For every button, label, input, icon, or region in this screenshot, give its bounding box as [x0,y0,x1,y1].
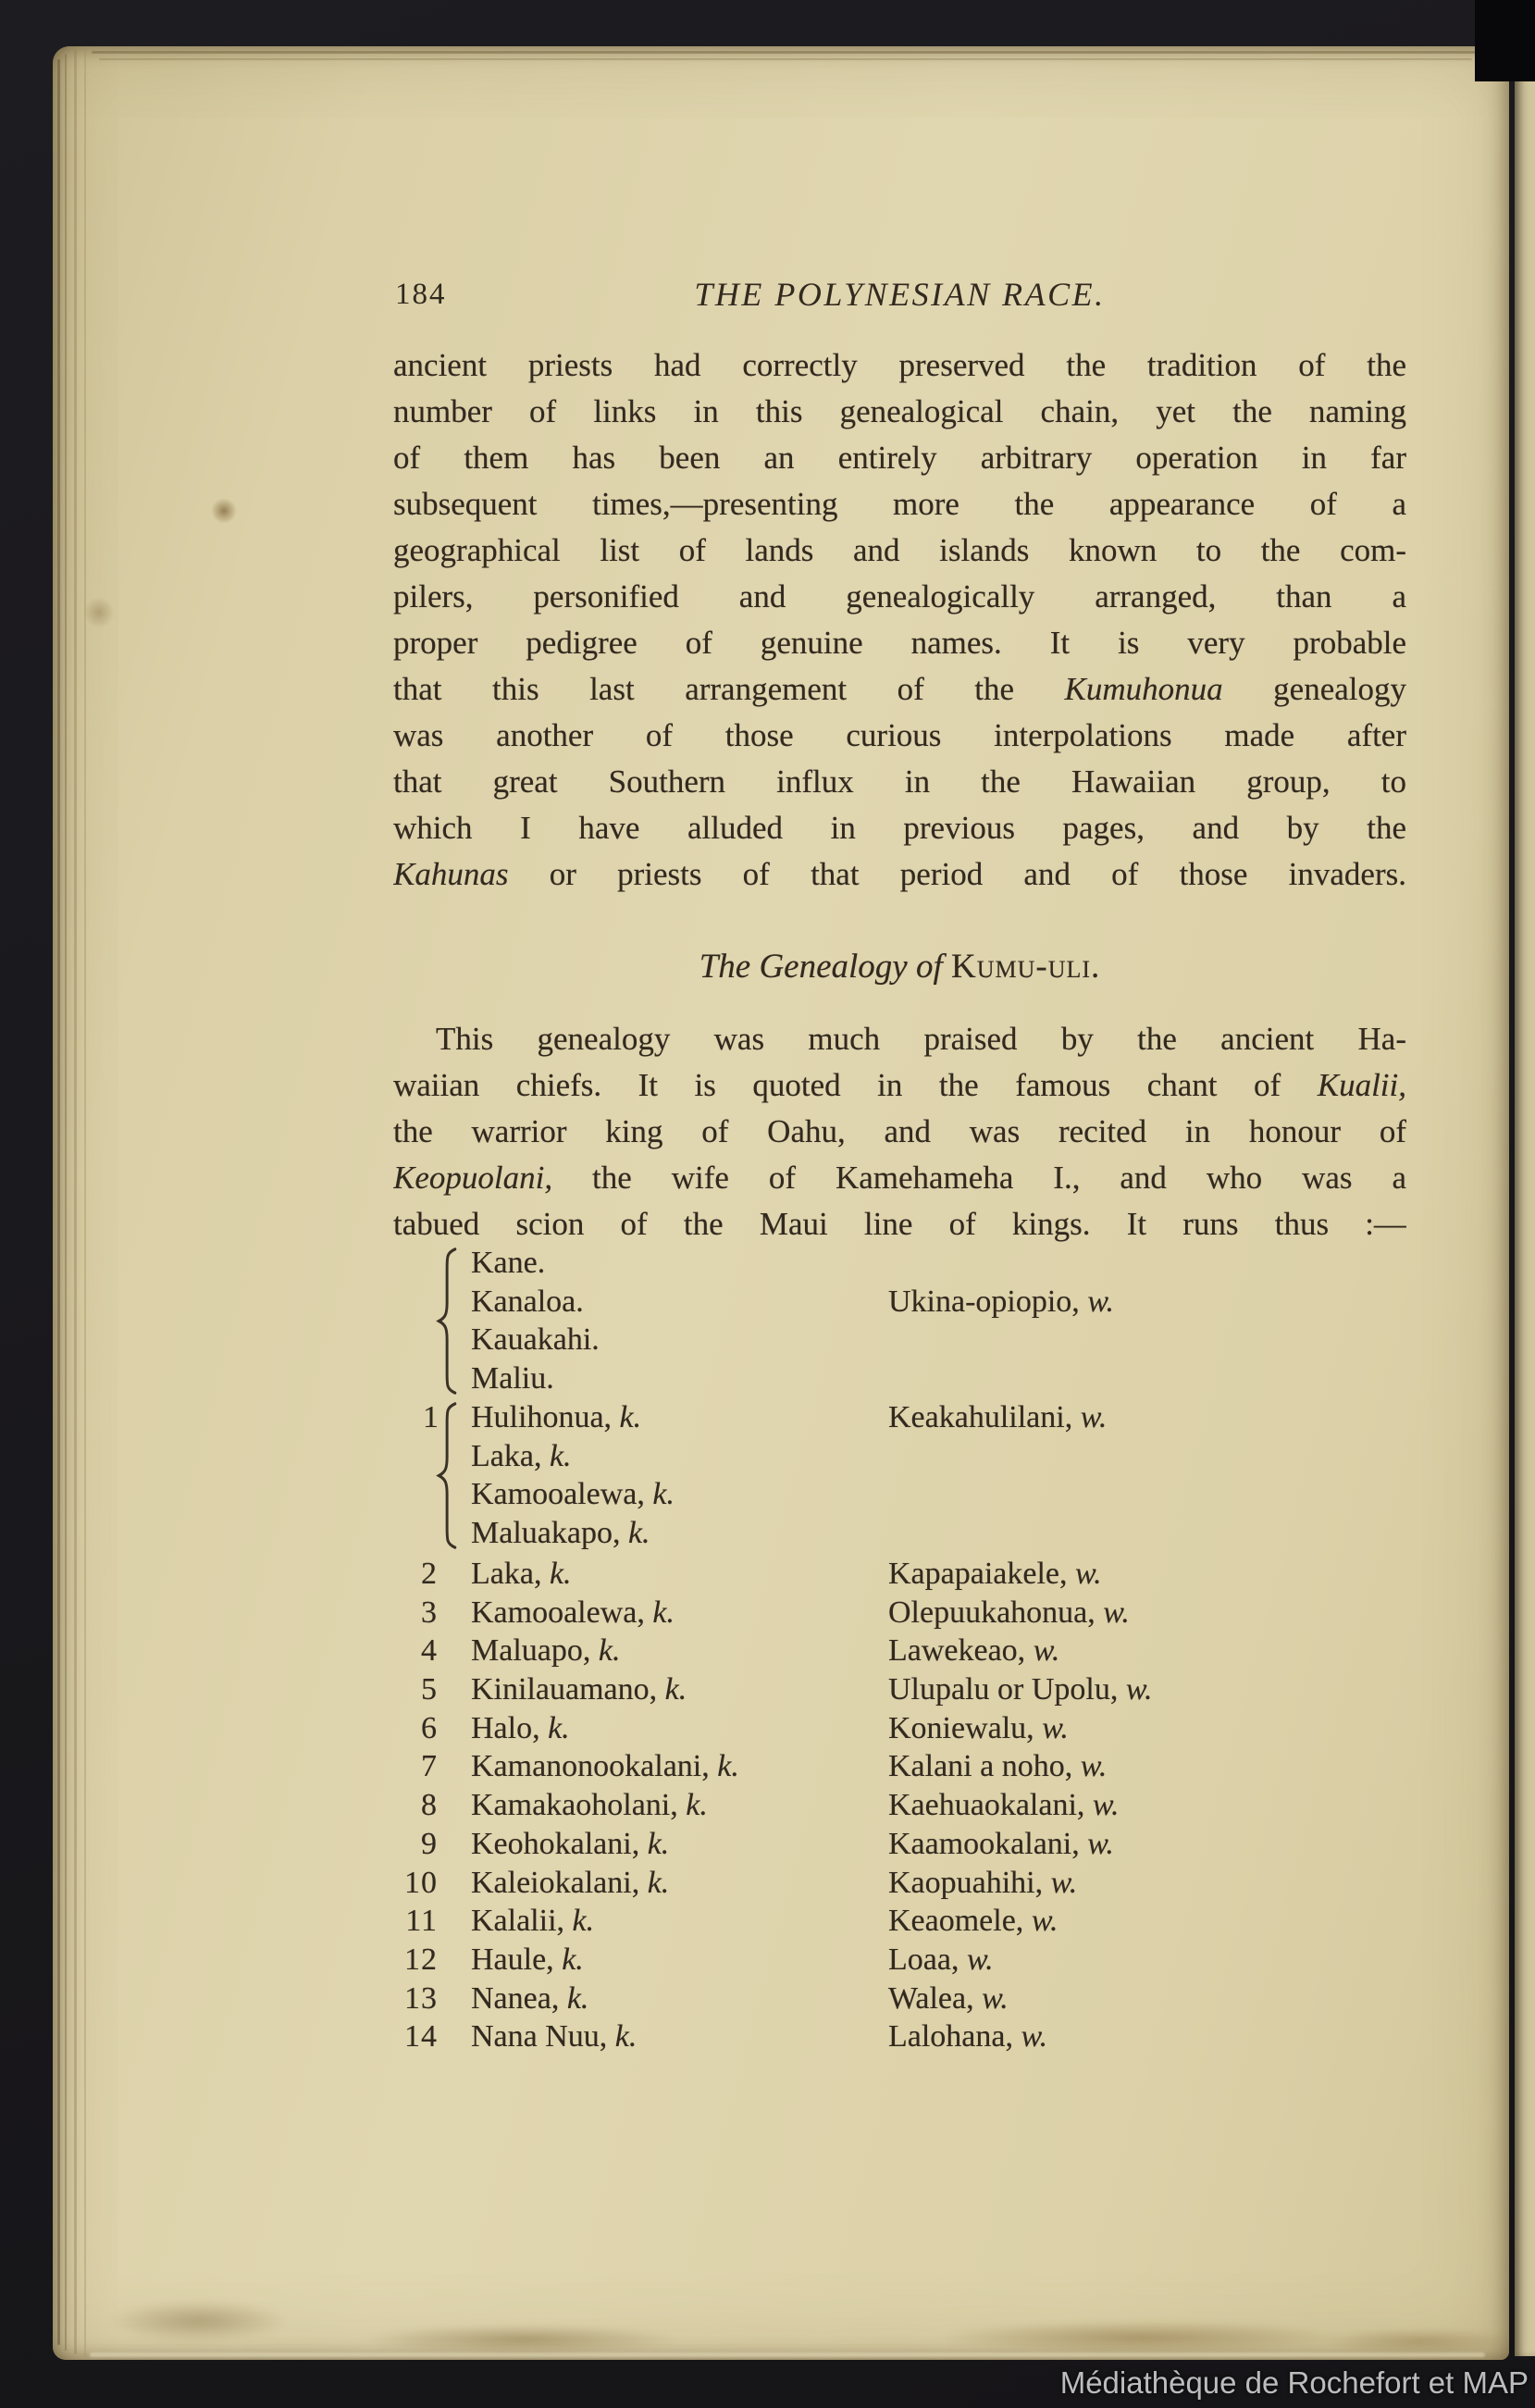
wife-name [888,1670,1153,1709]
generation-number: 2 [421,1557,438,1591]
italic-text: k. [686,1788,708,1823]
text: Lawekeao, [888,1633,1034,1669]
text: the warrior king of Oahu, and was recited in honour of [393,1113,1406,1149]
wife-name [888,1941,994,1980]
italic-text: w. [1080,1749,1108,1784]
husband-name [471,1244,545,1283]
wife-name [888,1786,1120,1825]
generation-number: 14 [404,2019,438,2054]
genealogy-group [393,1398,1406,1553]
text-line [393,342,1406,389]
bottom-stain [944,2321,1342,2354]
italic-text: w. [1021,2019,1048,2054]
paragraph-2 [393,1016,1406,1247]
text: Laka, [471,1438,550,1473]
husband-name [471,1321,600,1359]
text-line [393,1016,1406,1062]
italic-text: k. [548,1710,570,1745]
text: or priests of that period and of those invaders. [508,856,1406,892]
italic-text: w. [966,1942,994,1977]
wife-name [888,2017,1047,2056]
genealogy-table [393,1244,1406,2056]
generation-number: 3 [421,1595,438,1630]
text: the wife of Kamehameha I., and who was a [552,1160,1406,1196]
italic-text: w. [1050,1865,1078,1900]
genealogy-row [393,1864,1406,1903]
wife-name [888,1555,1102,1594]
generation-number: 6 [421,1710,438,1745]
italic-text: w. [1080,1400,1108,1434]
italic-text: k. [566,1980,589,2016]
text: Kane. [471,1246,546,1280]
genealogy-group [393,1244,1406,1398]
genealogy-row [393,1632,1406,1670]
fox-stain [83,597,115,628]
text: Lalohana, [888,2019,1021,2054]
genealogy-row [393,1786,1406,1825]
wife-name [888,1980,1009,2018]
text: Kinilauamano, [471,1672,665,1707]
text: that this last arrangement of the [393,671,1065,707]
generation-number: 4 [421,1633,438,1669]
italic-text: Kualii, [1317,1067,1406,1103]
italic-text: w. [1087,1826,1114,1861]
text-line [393,528,1406,574]
bottom-stain [111,2301,287,2341]
italic-text: k. [647,1865,670,1900]
italic-text: w. [1092,1788,1120,1823]
text-line [393,1109,1406,1155]
text: Kalalii, [471,1904,573,1939]
page-edge-top [99,58,1472,60]
italic-text: w. [1042,1710,1069,1745]
generation-number: 7 [421,1749,438,1784]
text: geographical list of lands and islands known to the com- [393,532,1406,568]
text: Ulupalu or Upolu, [888,1672,1126,1707]
text: Hulihonua, [471,1400,620,1434]
husband-name [471,1398,641,1437]
italic-text: w. [1087,1284,1114,1319]
text: Keakahulilani, [888,1400,1081,1434]
text: that great Southern influx in the Hawaiian group, to [393,763,1406,800]
genealogy-row [393,1825,1406,1864]
text: Kamooalewa, [471,1477,653,1511]
text: Nanea, [471,1980,567,2016]
text-line [393,574,1406,620]
italic-text: w. [982,1980,1009,2016]
text: Koniewalu, [888,1710,1043,1745]
text: Kaopuahihi, [888,1865,1051,1900]
text: Kaamookalani, [888,1826,1088,1861]
generation-number: 13 [404,1980,438,2016]
section-heading-italic: The Genealogy of [699,948,951,986]
husband-name [471,1359,554,1398]
text: Keaomele, [888,1904,1032,1939]
text: Ukina-opiopio, [888,1284,1088,1319]
wife-name [888,1283,1114,1322]
italic-text: k. [549,1438,572,1473]
page-edge-deckle [74,50,77,2354]
italic-text: k. [627,1515,650,1550]
page-edge-deckle [65,54,67,2351]
genealogy-row [393,1594,1406,1632]
text: Kauakahi. [471,1322,600,1357]
husband-name [471,1475,675,1514]
genealogy-row [393,1980,1406,2018]
wife-name [888,1632,1059,1670]
text: Walea, [888,1980,983,2016]
generation-number: 9 [421,1826,438,1861]
text: Kanaloa. [471,1284,584,1319]
generation-number: 5 [421,1672,438,1707]
wife-name [888,1747,1107,1786]
paragraph-1 [393,342,1406,898]
text: Maluakapo, [471,1515,628,1550]
text: was another of those curious interpolations made after [393,717,1406,753]
wife-name [888,1398,1107,1437]
bottom-stain [1323,2328,1509,2354]
genealogy-row [393,2017,1406,2056]
wife-name [888,1709,1069,1748]
italic-text: k. [614,2019,638,2054]
text: subsequent times,—presenting more the appearance of a [393,486,1406,522]
text: Olepuukahonua, [888,1595,1104,1630]
text: which I have alluded in previous pages, and by the [393,810,1406,846]
text: Maluapo, [471,1633,599,1669]
section-heading [393,944,1406,990]
watermark-credit: Médiathèque de Rochefort et MAP [1059,2365,1529,2400]
text: Kapapaiakele, [888,1557,1075,1591]
genealogy-row [393,1709,1406,1748]
text: tabued scion of the Maui line of kings. It runs thus :— [393,1206,1406,1242]
text-line [393,1155,1406,1201]
husband-name [471,1437,572,1476]
italic-text: w. [1125,1672,1153,1707]
text: This genealogy was much praised by the ancient Ha- [436,1021,1406,1057]
text: Maliu. [471,1360,554,1396]
italic-text: k. [652,1595,675,1630]
italic-text: k. [598,1633,621,1669]
italic-text: k. [619,1400,642,1434]
text: Loaa, [888,1942,967,1977]
text: proper pedigree of genuine names. It is very probable [393,625,1406,661]
text-line [393,620,1406,666]
text-line [393,759,1406,805]
italic-text: w. [1033,1633,1060,1669]
text: Kamakaoholani, [471,1788,687,1823]
text: Halo, [471,1710,549,1745]
wife-name [888,1864,1077,1903]
text-line [393,805,1406,851]
page-edge-top [92,51,1478,54]
husband-name [471,1283,584,1322]
text-line [393,851,1406,898]
text-line [393,1201,1406,1247]
page-number: 184 [395,278,447,311]
fox-stain [211,498,237,524]
wife-name [888,1825,1114,1864]
text-line [393,435,1406,481]
italic-text: w. [1075,1557,1102,1591]
italic-text: Kumuhonua [1064,671,1223,707]
text: Nana Nuu, [471,2019,615,2054]
text-line [393,666,1406,713]
page-edge-bottom-highlight [90,2352,1485,2357]
text: Haule, [471,1942,563,1977]
italic-text: k. [652,1477,675,1511]
text: waiian chiefs. It is quoted in the famous chant of [393,1067,1318,1103]
text-line [393,713,1406,759]
text: Kamooalewa, [471,1595,653,1630]
adjacent-page-edge [1515,57,1535,2356]
scan-corner-black [1475,0,1535,81]
text: ancient priests had correctly preserved the tradition of the [393,347,1406,383]
text: Kaleiokalani, [471,1865,648,1900]
generation-number: 8 [421,1788,438,1823]
italic-text: Kahunas [393,856,509,892]
genealogy-row [393,1555,1406,1594]
genealogy-row [393,1747,1406,1786]
text: Laka, [471,1557,550,1591]
text-line [393,1062,1406,1109]
text-line [393,481,1406,528]
italic-text: w. [1103,1595,1130,1630]
italic-text: w. [1031,1904,1058,1939]
group-brace [436,1246,460,1396]
generation-number: 11 [405,1904,438,1939]
text: pilers, personified and genealogically arranged, than a [393,578,1406,614]
page-header [393,274,1406,315]
italic-text: k. [717,1749,739,1784]
italic-text: k. [664,1672,687,1707]
italic-text: Keopuolani, [393,1160,553,1196]
italic-text: k. [562,1942,584,1977]
wife-name [888,1594,1130,1632]
text: of them has been an entirely arbitrary operation in far [393,440,1406,476]
italic-text: k. [549,1557,572,1591]
text: genealogy [1222,671,1406,707]
genealogy-row [393,1902,1406,1941]
text: Kamanonookalani, [471,1749,718,1784]
bottom-stain [370,2325,675,2354]
page-edge-deckle [57,59,60,2345]
generation-number: 10 [404,1865,438,1900]
italic-text: k. [572,1904,595,1939]
running-title: THE POLYNESIAN RACE. [694,276,1106,313]
text: Kalani a noho, [888,1749,1081,1784]
page-edge-deckle [84,48,86,2356]
section-heading-smallcaps: Kumu-uli. [951,948,1101,986]
text-line [393,389,1406,435]
genealogy-row [393,1670,1406,1709]
generation-number: 1 [423,1400,439,1434]
text: number of links in this genealogical chain, yet the naming [393,393,1406,429]
text: Keohokalani, [471,1826,648,1861]
genealogy-row [393,1941,1406,1980]
italic-text: k. [647,1826,670,1861]
husband-name [471,1514,650,1553]
wife-name [888,1902,1058,1941]
generation-number: 12 [404,1942,438,1977]
text: Kaehuaokalani, [888,1788,1093,1823]
